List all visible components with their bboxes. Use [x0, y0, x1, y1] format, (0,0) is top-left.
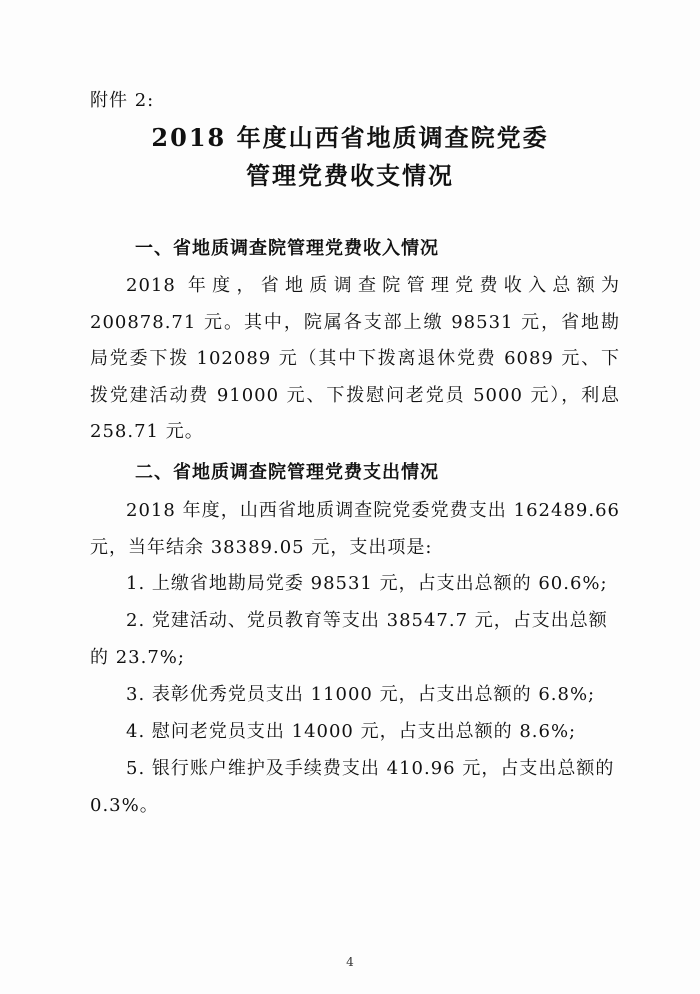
expense-item-1: 1. 上缴省地勘局党委 98531 元，占支出总额的 60.6%;: [126, 573, 608, 594]
section-2-paragraph: 2018 年度，山西省地质调查院党委党费支出 162489.66 元，当年结余 38389.05 元，支出项是:: [90, 500, 620, 558]
expense-item-5: 5. 银行账户维护及手续费支出 410.96 元，占支出总额的 0.3%。: [90, 758, 615, 816]
expense-item-4: 4. 慰问老党员支出 14000 元，占支出总额的 8.6%;: [126, 721, 577, 742]
expense-item-3: 3. 表彰优秀党员支出 11000 元，占支出总额的 6.8%;: [126, 684, 596, 705]
document-title-line-1: 2018 年度山西省地质调查院党委: [151, 123, 549, 152]
document-title-line-2: 管理党费收支情况: [246, 161, 454, 190]
section-2-heading: 二、省地质调查院管理党费支出情况: [135, 462, 439, 483]
section-1-heading: 一、省地质调查院管理党费收入情况: [135, 238, 439, 259]
section-1-paragraph: 2018 年度，省地质调查院管理党费收入总额为200878.71 元。其中，院属各支部上缴 98531 元，省地勘局党委下拨 102089 元（其中下拨离退休党费 6089 元、下拨党建活动费 91000 元、下拨慰问老党员 5000 元），利息 258.71 元。: [90, 275, 620, 442]
expense-item-2: 2. 党建活动、党员教育等支出 38547.7 元，占支出总额的 23.7%;: [90, 610, 608, 668]
page-number: 4: [346, 955, 354, 969]
attachment-label: 附件 2:: [90, 90, 155, 111]
